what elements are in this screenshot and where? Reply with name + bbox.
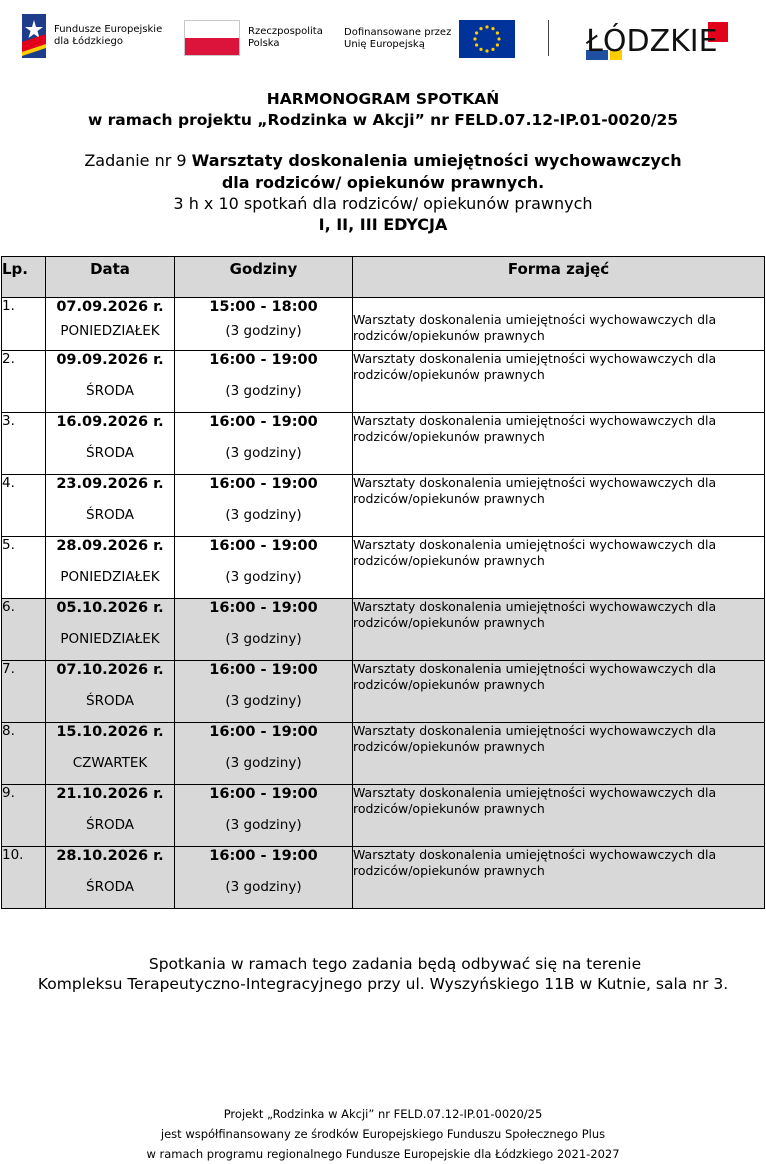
row-duration: (3 godziny) <box>225 323 302 339</box>
row-hours: 16:00 - 19:00 <box>209 538 318 554</box>
row-day: ŚRODA <box>86 507 134 523</box>
row-date-cell <box>46 661 175 723</box>
row-hours-cell <box>175 785 353 847</box>
row-date-cell <box>46 847 175 909</box>
row-hours-cell <box>175 413 353 475</box>
row-date: 28.09.2026 r. <box>56 538 164 554</box>
table-row <box>2 351 765 413</box>
row-duration: (3 godziny) <box>225 693 302 709</box>
table-row <box>2 475 765 537</box>
row-forma-line1: Warsztaty doskonalenia umiejętności wychowawczych dla <box>353 785 717 800</box>
row-forma-line1: Warsztaty doskonalenia umiejętności wychowawczych dla <box>353 599 717 614</box>
row-forma-cell <box>353 413 765 475</box>
document-subtitle: w ramach projektu „Rodzinka w Akcji” nr FELD.07.12-IP.01-0020/25 <box>87 111 679 129</box>
location-note-line1: Spotkania w ramach tego zadania będą odbywać się na terenie <box>148 955 642 973</box>
header-godziny: Godziny <box>175 257 353 298</box>
row-day: ŚRODA <box>86 817 134 833</box>
row-date: 07.10.2026 r. <box>56 662 164 678</box>
logo-pl-line2: Polska <box>248 38 280 49</box>
row-date-cell <box>46 351 175 413</box>
row-date-cell <box>46 537 175 599</box>
row-duration: (3 godziny) <box>225 569 302 585</box>
eu-flag-icon <box>459 20 515 58</box>
row-hours-cell <box>175 475 353 537</box>
row-forma-line1: Warsztaty doskonalenia umiejętności wychowawczych dla <box>353 413 717 428</box>
row-hours-cell <box>175 847 353 909</box>
logo-fundusze-europejskie <box>22 14 162 58</box>
row-hours: 16:00 - 19:00 <box>209 662 318 678</box>
task-name-line1: Warsztaty doskonalenia umiejętności wychowawczych <box>191 151 682 170</box>
document-title: HARMONOGRAM SPOTKAŃ <box>266 90 500 108</box>
row-forma-cell <box>353 661 765 723</box>
row-date-cell <box>46 413 175 475</box>
footer-line2: jest współfinansowany ze środków Europejskiego Funduszu Społecznego Plus <box>160 1127 606 1141</box>
row-forma-cell <box>353 475 765 537</box>
row-hours: 16:00 - 19:00 <box>209 352 318 368</box>
row-forma-cell <box>353 537 765 599</box>
row-forma-line2: rodziców/opiekunów prawnych <box>353 491 545 506</box>
row-forma-line1: Warsztaty doskonalenia umiejętności wychowawczych dla <box>353 537 717 552</box>
table-row <box>2 537 765 599</box>
logo-ue-line2: Unię Europejską <box>344 39 425 50</box>
row-forma-line2: rodziców/opiekunów prawnych <box>353 328 545 343</box>
row-duration: (3 godziny) <box>225 445 302 461</box>
row-lp: 4. <box>2 475 46 537</box>
row-date-cell <box>46 599 175 661</box>
row-date: 07.09.2026 r. <box>56 299 164 315</box>
row-day: PONIEDZIAŁEK <box>60 569 160 585</box>
table-row <box>2 298 765 351</box>
row-forma-line1: Warsztaty doskonalenia umiejętności wychowawczych dla <box>353 661 717 676</box>
row-forma-line2: rodziców/opiekunów prawnych <box>353 429 545 444</box>
logo-unia-europejska <box>344 20 515 58</box>
table-row <box>2 785 765 847</box>
task-prefix: Zadanie nr 9 <box>84 151 192 170</box>
row-duration: (3 godziny) <box>225 507 302 523</box>
header-forma: Forma zajęć <box>353 257 765 298</box>
row-day: PONIEDZIAŁEK <box>60 323 160 339</box>
row-date: 05.10.2026 r. <box>56 600 164 616</box>
row-forma-line1: Warsztaty doskonalenia umiejętności wychowawczych dla <box>353 312 717 327</box>
logo-pl-line1: Rzeczpospolita <box>248 26 323 37</box>
row-forma-line1: Warsztaty doskonalenia umiejętności wychowawczych dla <box>353 723 717 738</box>
row-forma-line2: rodziców/opiekunów prawnych <box>353 553 545 568</box>
logo-bar <box>0 10 766 66</box>
row-hours-cell <box>175 537 353 599</box>
task-line1 <box>0 150 766 172</box>
table-row <box>2 723 765 785</box>
row-day: CZWARTEK <box>72 755 148 771</box>
row-hours-cell <box>175 723 353 785</box>
row-date: 23.09.2026 r. <box>56 476 164 492</box>
row-duration: (3 godziny) <box>225 383 302 399</box>
row-date: 28.10.2026 r. <box>56 848 164 864</box>
row-date-cell <box>46 723 175 785</box>
row-lp: 6. <box>2 599 46 661</box>
row-hours-cell <box>175 661 353 723</box>
row-duration: (3 godziny) <box>225 879 302 895</box>
row-hours-cell <box>175 351 353 413</box>
row-lp: 9. <box>2 785 46 847</box>
row-hours: 16:00 - 19:00 <box>209 724 318 740</box>
meetings-info: 3 h x 10 spotkań dla rodziców/ opiekunów prawnych <box>173 194 593 213</box>
row-hours: 16:00 - 19:00 <box>209 414 318 430</box>
row-lp: 8. <box>2 723 46 785</box>
row-date-cell <box>46 785 175 847</box>
row-day: ŚRODA <box>86 693 134 709</box>
header-lp: Lp. <box>2 257 46 298</box>
row-duration: (3 godziny) <box>225 755 302 771</box>
row-forma-line1: Warsztaty doskonalenia umiejętności wychowawczych dla <box>353 847 717 862</box>
poland-flag-icon <box>184 20 240 56</box>
row-forma-line2: rodziców/opiekunów prawnych <box>353 739 545 754</box>
row-day: ŚRODA <box>86 445 134 461</box>
logo-separator <box>548 20 549 56</box>
row-date-cell <box>46 475 175 537</box>
row-forma-line2: rodziców/opiekunów prawnych <box>353 677 545 692</box>
row-date: 16.09.2026 r. <box>56 414 164 430</box>
row-forma-line2: rodziców/opiekunów prawnych <box>353 863 545 878</box>
header-data: Data <box>46 257 175 298</box>
footer-line3: w ramach programu regionalnego Fundusze Europejskie dla Łódzkiego 2021-2027 <box>146 1147 620 1161</box>
row-hours-cell <box>175 298 353 351</box>
row-forma-cell <box>353 298 765 351</box>
task-name-line2: dla rodziców/ opiekunów prawnych. <box>221 173 545 192</box>
row-forma-cell <box>353 351 765 413</box>
schedule-table <box>1 256 765 909</box>
logo-ue-line1: Dofinansowane przez <box>344 27 452 38</box>
footer-line1: Projekt „Rodzinka w Akcji” nr FELD.07.12-IP.01-0020/25 <box>223 1107 543 1121</box>
row-hours-cell <box>175 599 353 661</box>
row-duration: (3 godziny) <box>225 817 302 833</box>
table-header-row <box>2 257 765 298</box>
table-row <box>2 413 765 475</box>
row-lp: 5. <box>2 537 46 599</box>
row-hours: 16:00 - 19:00 <box>209 476 318 492</box>
row-forma-cell <box>353 785 765 847</box>
row-hours: 16:00 - 19:00 <box>209 600 318 616</box>
row-duration: (3 godziny) <box>225 631 302 647</box>
row-hours: 15:00 - 18:00 <box>209 299 318 315</box>
row-day: PONIEDZIAŁEK <box>60 631 160 647</box>
row-day: ŚRODA <box>86 879 134 895</box>
row-lp: 10. <box>2 847 46 909</box>
row-forma-line2: rodziców/opiekunów prawnych <box>353 615 545 630</box>
location-note-line2: Kompleksu Terapeutyczno-Integracyjnego przy ul. Wyszyńskiego 11B w Kutnie, sala nr 3. <box>37 975 729 993</box>
row-date: 21.10.2026 r. <box>56 786 164 802</box>
row-lp: 3. <box>2 413 46 475</box>
row-forma-line1: Warsztaty doskonalenia umiejętności wychowawczych dla <box>353 475 717 490</box>
row-forma-line1: Warsztaty doskonalenia umiejętności wychowawczych dla <box>353 351 717 366</box>
row-forma-cell <box>353 599 765 661</box>
row-date: 09.09.2026 r. <box>56 352 164 368</box>
logo-fe-line1: Fundusze Europejskie <box>54 24 163 35</box>
logo-fe-line2: dla Łódzkiego <box>54 36 123 47</box>
row-date: 15.10.2026 r. <box>56 724 164 740</box>
lodzkie-wordmark: ŁÓDZKIE <box>586 24 718 59</box>
table-row <box>2 599 765 661</box>
row-hours: 16:00 - 19:00 <box>209 786 318 802</box>
logo-lodzkie <box>584 20 730 60</box>
row-lp: 2. <box>2 351 46 413</box>
row-day: ŚRODA <box>86 383 134 399</box>
row-forma-line2: rodziców/opiekunów prawnych <box>353 367 545 382</box>
table-row <box>2 661 765 723</box>
row-forma-line2: rodziców/opiekunów prawnych <box>353 801 545 816</box>
row-hours: 16:00 - 19:00 <box>209 848 318 864</box>
row-lp: 7. <box>2 661 46 723</box>
logo-rzeczpospolita-polska <box>184 20 323 56</box>
eu-funds-star-icon <box>22 14 46 58</box>
table-row <box>2 847 765 909</box>
row-lp: 1. <box>2 298 46 351</box>
edition-info: I, II, III EDYCJA <box>318 215 448 234</box>
row-forma-cell <box>353 847 765 909</box>
row-forma-cell <box>353 723 765 785</box>
row-date-cell <box>46 298 175 351</box>
